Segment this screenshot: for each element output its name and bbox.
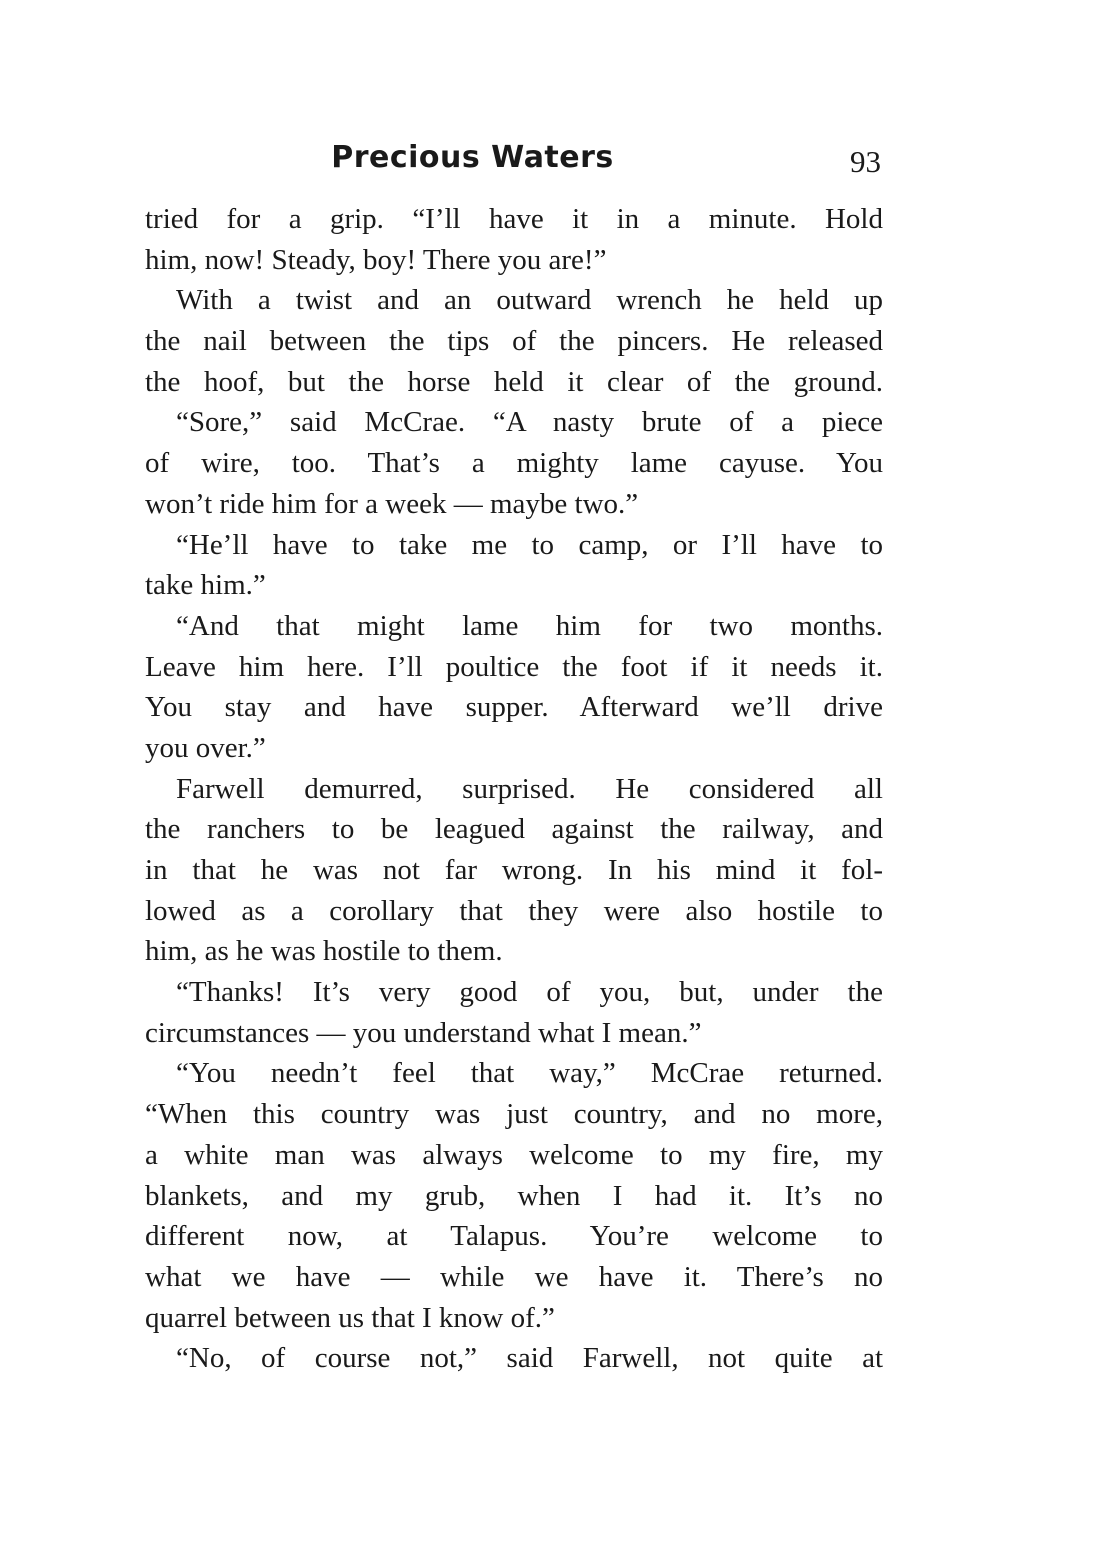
text-line: tried for a grip. “I’ll have it in a minute. Hold xyxy=(145,203,883,235)
text-line: “And that might lame him for two months. xyxy=(176,609,883,642)
text-line: quarrel between us that I know of.” xyxy=(145,1301,555,1334)
text-line: With a twist and an outward wrench he held up xyxy=(176,284,883,317)
text-line: circumstances — you understand what I mean.” xyxy=(145,1016,702,1049)
text-line: the hoof, but the horse held it clear of the ground. xyxy=(145,365,883,398)
text-line: Farwell demurred, surprised. He considered all xyxy=(176,772,883,805)
running-head: Precious Waters xyxy=(331,140,614,175)
text-line: “When this country was just country, and no more, xyxy=(145,1098,883,1131)
text-line: “Thanks! It’s very good of you, but, under the xyxy=(176,976,883,1009)
text-line: him, as he was hostile to them. xyxy=(145,935,503,968)
text-line: lowed as a corollary that they were also hostile to xyxy=(145,894,883,927)
text-line: different now, at Talapus. You’re welcome to xyxy=(145,1220,883,1253)
text-line: him, now! Steady, boy! There you are!” xyxy=(145,243,607,276)
text-line: you over.” xyxy=(145,731,266,764)
text-line: You stay and have supper. Afterward we’ll drive xyxy=(145,691,883,724)
text-line: what we have — while we have it. There’s no xyxy=(145,1260,883,1293)
text-line: a white man was always welcome to my fire, my xyxy=(145,1138,883,1171)
text-line: “No, of course not,” said Farwell, not quite at xyxy=(176,1342,883,1375)
text-line: won’t ride him for a week — maybe two.” xyxy=(145,487,639,520)
text-line: Leave him here. I’ll poultice the foot if it needs it. xyxy=(145,650,883,683)
text-line: of wire, too. That’s a mighty lame cayuse. You xyxy=(145,447,883,480)
text-line: “Sore,” said McCrae. “A nasty brute of a piece xyxy=(176,406,883,439)
page-header xyxy=(145,136,885,184)
text-line: “You needn’t feel that way,” McCrae returned. xyxy=(176,1057,883,1090)
text-line: “He’ll have to take me to camp, or I’ll have to xyxy=(176,528,883,561)
page-number: 93 xyxy=(850,144,881,179)
text-line: take him.” xyxy=(145,569,266,602)
body-text xyxy=(145,199,883,1379)
text-line: the nail between the tips of the pincers. He released xyxy=(145,325,883,358)
text-line: in that he was not far wrong. In his mind it fol- xyxy=(145,854,883,886)
text-line: the ranchers to be leagued against the railway, and xyxy=(145,813,883,846)
text-line: blankets, and my grub, when I had it. It’s no xyxy=(145,1179,883,1212)
